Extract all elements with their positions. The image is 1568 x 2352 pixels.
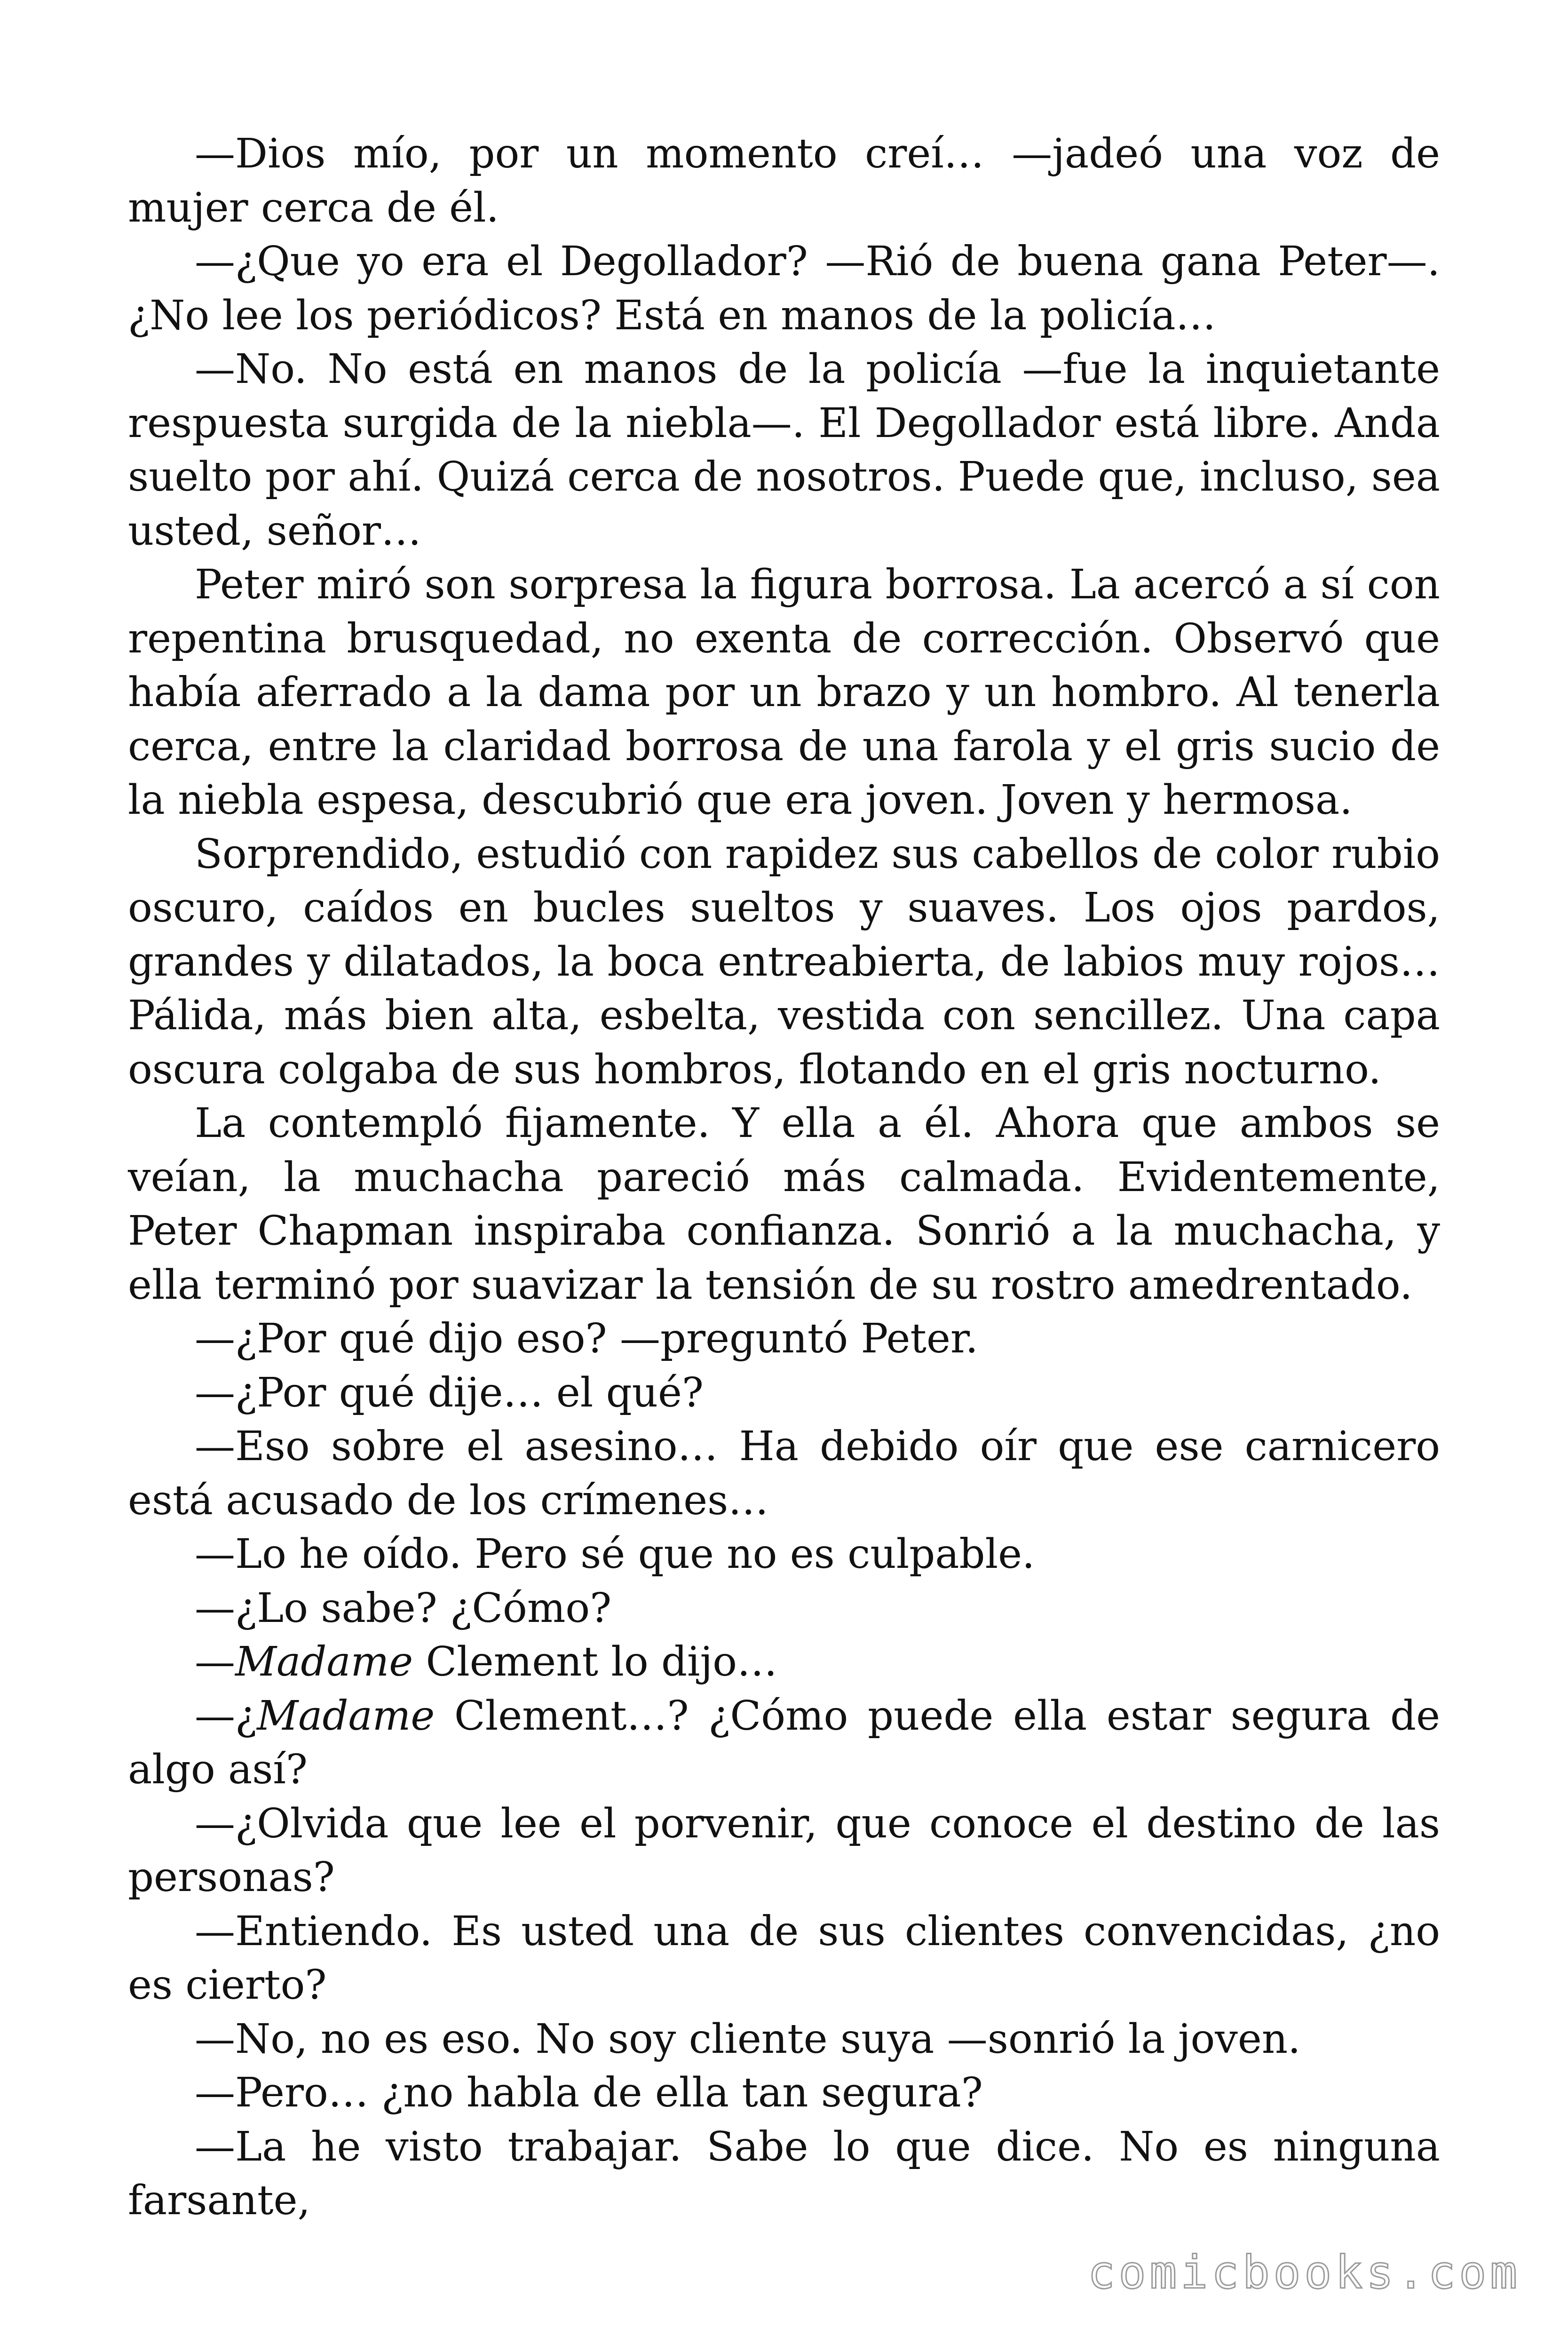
text-run: —Lo he oído. Pero sé que no es culpable. bbox=[195, 1531, 1035, 1578]
text-run: Clement…? ¿Cómo puede ella estar segura de algo así? bbox=[128, 1692, 1440, 1793]
paragraph bbox=[128, 235, 1440, 342]
paragraph bbox=[128, 1689, 1440, 1797]
paragraph bbox=[128, 558, 1440, 827]
paragraph bbox=[128, 1420, 1440, 1527]
text-run: Clement lo dijo… bbox=[413, 1638, 777, 1685]
paragraph bbox=[128, 1905, 1440, 2012]
page-text-block bbox=[128, 127, 1440, 2244]
paragraph bbox=[128, 1797, 1440, 1905]
paragraph bbox=[128, 2120, 1440, 2228]
paragraph bbox=[128, 1635, 1440, 1689]
text-run: Peter miró son sorpresa la figura borrosa. La acercó a sí con repentina brusquedad, no exenta de corrección. Observó que había aferrado a la dama por un brazo y un hombro. Al tenerla cerca, entre la claridad borrosa de una farola y el gris sucio de la niebla espesa, descubrió que era joven. Joven y hermosa. bbox=[128, 561, 1440, 824]
paragraph bbox=[128, 2012, 1440, 2066]
text-run: —Eso sobre el asesino… Ha debido oír que ese carnicero está acusado de los crímenes… bbox=[128, 1423, 1440, 1524]
text-run: —Pero… ¿no habla de ella tan segura? bbox=[195, 2069, 983, 2116]
paragraph bbox=[128, 127, 1440, 235]
text-run: —Dios mío, por un momento creí… —jadeó una voz de mujer cerca de él. bbox=[128, 130, 1440, 231]
text-run: —¿Que yo era el Degollador? —Rió de buena gana Peter—. ¿No lee los periódicos? Está en manos de la policía… bbox=[128, 238, 1440, 339]
text-run: —¿ bbox=[195, 1692, 257, 1740]
italic-text: Madame bbox=[257, 1692, 435, 1740]
text-run: —¿Por qué dije… el qué? bbox=[195, 1369, 704, 1416]
paragraph bbox=[128, 827, 1440, 1097]
paragraph bbox=[128, 1581, 1440, 1636]
paragraph bbox=[128, 1527, 1440, 1581]
text-run: — bbox=[195, 1638, 235, 1685]
text-run: —¿Olvida que lee el porvenir, que conoce el destino de las personas? bbox=[128, 1800, 1440, 1901]
paragraph bbox=[128, 342, 1440, 558]
text-run: —¿Por qué dijo eso? —preguntó Peter. bbox=[195, 1315, 978, 1362]
text-run: —¿Lo sabe? ¿Cómo? bbox=[195, 1584, 612, 1632]
paragraph bbox=[128, 2066, 1440, 2120]
paragraph bbox=[128, 1366, 1440, 1420]
text-run: La contempló fijamente. Y ella a él. Ahora que ambos se veían, la muchacha pareció más calmada. Evidentemente, Peter Chapman inspiraba confianza. Sonrió a la muchacha, y ella terminó por suavizar la tensión de su rostro amedrentado. bbox=[128, 1100, 1440, 1309]
text-run: Sorprendido, estudió con rapidez sus cabellos de color rubio oscuro, caídos en bucles sueltos y suaves. Los ojos pardos, grandes y dilatados, la boca entreabierta, de labios muy rojos… Pálida, más bien alta, esbelta, vestida con sencillez. Una capa oscura colgaba de sus hombros, flotando en el gris nocturno. bbox=[128, 830, 1440, 1093]
text-run: —No. No está en manos de la policía —fue la inquietante respuesta surgida de la niebla—. El Degollador está libre. Anda suelto por ahí. Quizá cerca de nosotros. Puede que, incluso, sea usted, señor… bbox=[128, 346, 1440, 555]
text-run: —No, no es eso. No soy cliente suya —sonrió la joven. bbox=[195, 2015, 1301, 2063]
italic-text: Madame bbox=[235, 1638, 413, 1685]
paragraph bbox=[128, 1312, 1440, 1366]
text-run: —Entiendo. Es usted una de sus clientes convencidas, ¿no es cierto? bbox=[128, 1907, 1440, 2009]
watermark-text: comicbooks.com bbox=[1087, 2246, 1521, 2299]
paragraph bbox=[128, 1097, 1440, 1312]
text-run: —La he visto trabajar. Sabe lo que dice. No es ninguna farsante, bbox=[128, 2123, 1440, 2224]
